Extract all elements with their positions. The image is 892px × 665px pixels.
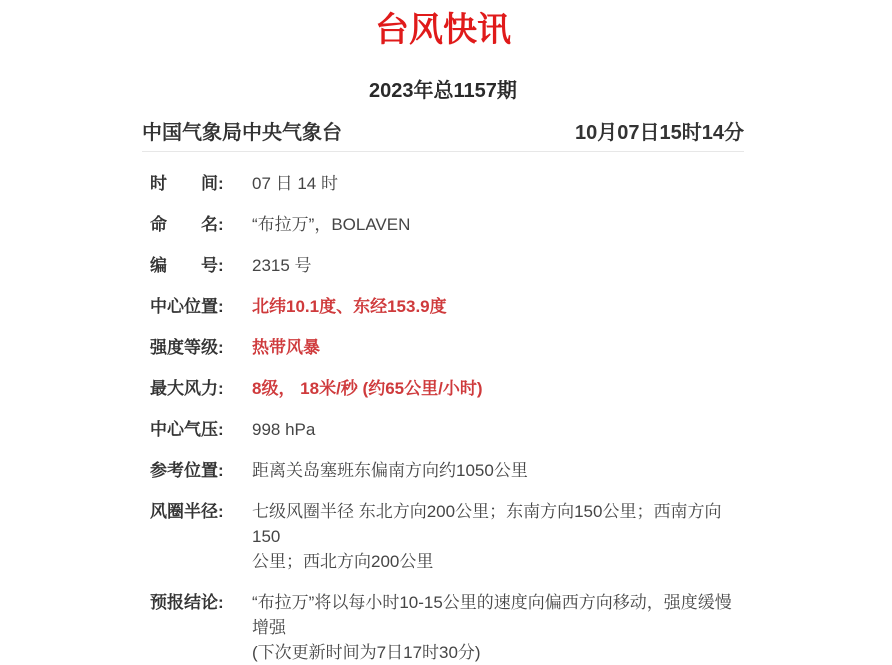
row-label: 时间: <box>150 174 224 193</box>
info-row-forecast-conclusion <box>142 590 744 665</box>
row-label: 风圈半径: <box>150 502 224 521</box>
info-row-center-position <box>142 294 744 319</box>
row-value: 北纬10.1度、东经153.9度 <box>252 297 447 316</box>
row-label: 最大风力: <box>150 379 224 398</box>
typhoon-bulletin <box>142 0 744 665</box>
row-value: 8级， 18米/秒 (约65公里/小时) <box>252 379 483 398</box>
agency-name: 中国气象局中央气象台 <box>142 122 342 144</box>
info-row-time <box>142 171 744 196</box>
row-value: “布拉万”将以每小时10-15公里的速度向偏西方向移动，强度缓慢 增强 (下次更新时间为7日17时30分) <box>252 593 732 662</box>
row-value: 2315 号 <box>252 256 312 275</box>
row-value: 距离关岛塞班东偏南方向约1050公里 <box>252 461 528 480</box>
row-value: 998 hPa <box>252 420 316 439</box>
info-row-wind-circle-radius <box>142 499 744 574</box>
bulletin-rows <box>142 171 744 665</box>
row-value: 07 日 14 时 <box>252 174 338 193</box>
row-label: 参考位置: <box>150 461 224 480</box>
page-title: 台风快讯 <box>375 11 511 49</box>
info-row-central-pressure <box>142 417 744 442</box>
info-row-name <box>142 212 744 237</box>
info-row-number <box>142 253 744 278</box>
row-label: 命名: <box>150 215 224 234</box>
row-value: 热带风暴 <box>252 338 320 357</box>
row-value: “布拉万”，BOLAVEN <box>252 215 411 234</box>
row-label: 强度等级: <box>150 338 224 357</box>
row-label: 编号: <box>150 256 224 275</box>
info-row-reference-position <box>142 458 744 483</box>
row-label: 中心气压: <box>150 420 224 439</box>
info-row-max-wind <box>142 376 744 401</box>
issue-number: 2023年总1157期 <box>369 80 517 102</box>
row-label: 中心位置: <box>150 297 224 316</box>
bulletin-meta <box>142 123 744 143</box>
info-row-intensity-level <box>142 335 744 360</box>
publish-time: 10月07日15时14分 <box>575 122 744 144</box>
row-label: 预报结论: <box>150 593 224 612</box>
header-divider <box>142 151 744 152</box>
row-value: 七级风圈半径 东北方向200公里；东南方向150公里；西南方向150 公里；西北方向200公里 <box>252 502 722 571</box>
